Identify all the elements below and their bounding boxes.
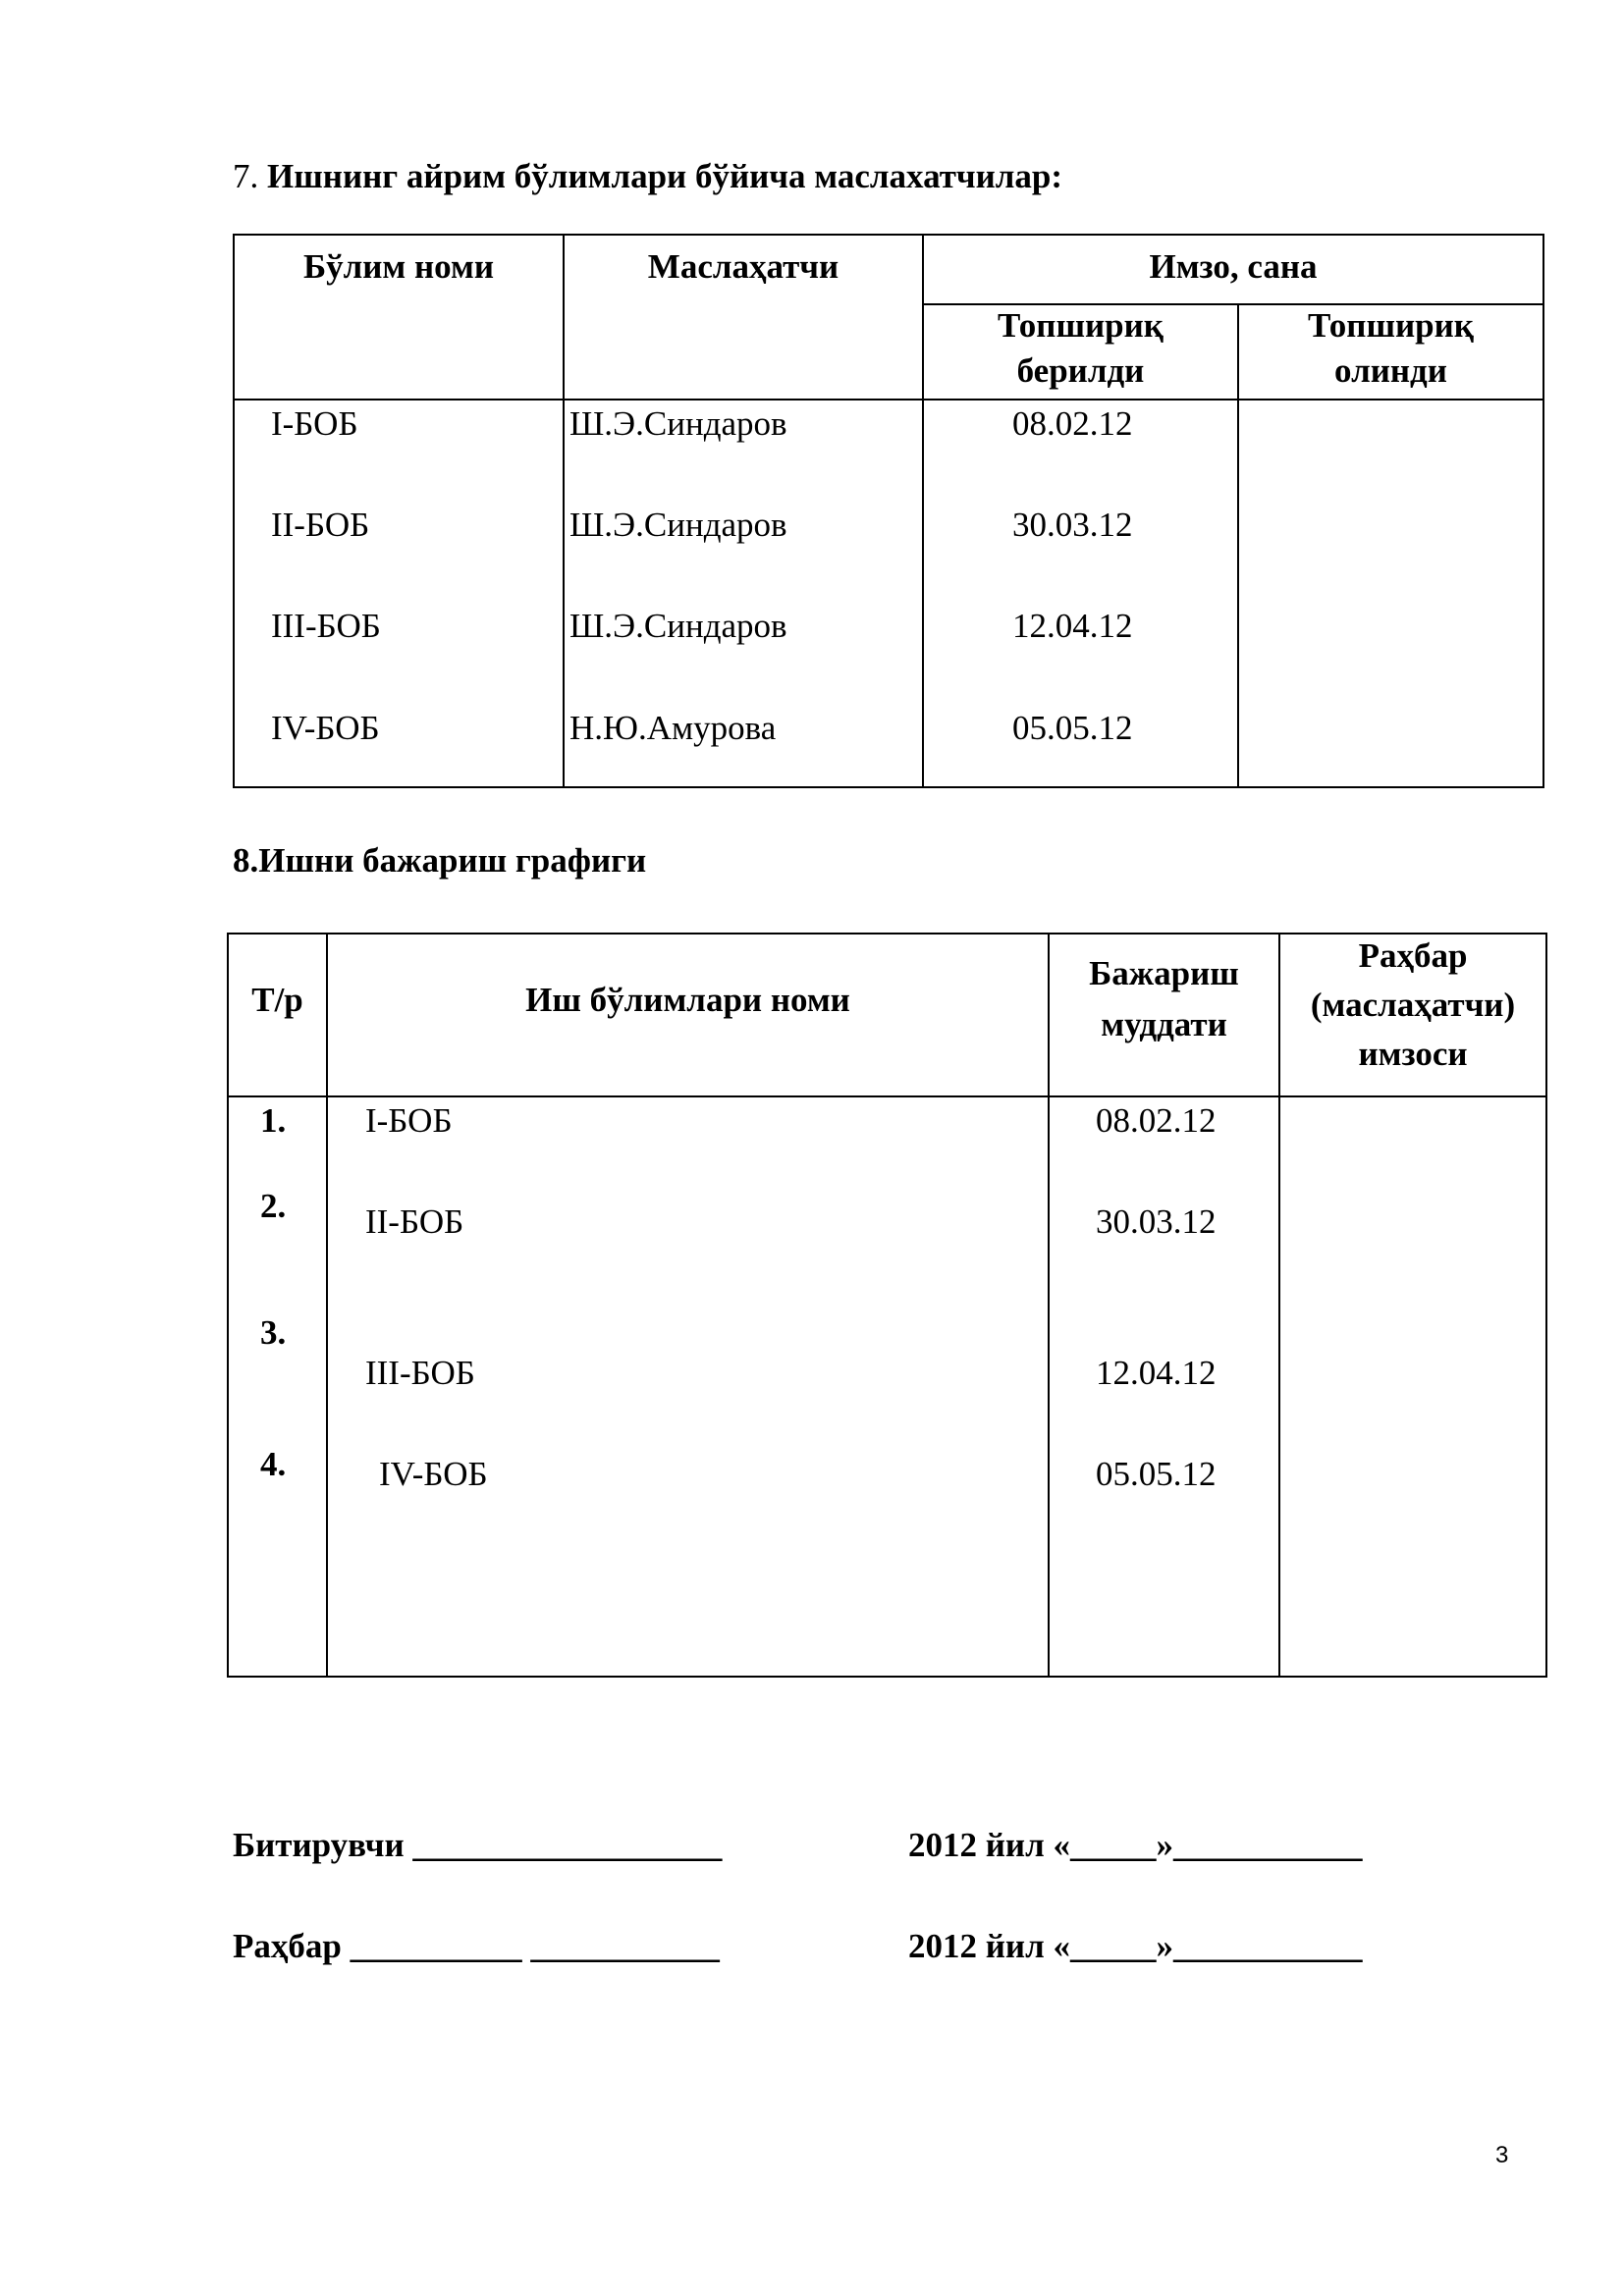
- table2-row2-deadline: 30.03.12: [1096, 1202, 1217, 1241]
- table2-right-border: [1545, 933, 1547, 1678]
- table1-row4-given: 05.05.12: [1012, 709, 1133, 747]
- table2-bottom-border: [227, 1676, 1547, 1678]
- table2-row3-number: 3.: [260, 1313, 287, 1352]
- table2-header-section-name: Иш бўлимлари номи: [525, 981, 850, 1019]
- supervisor-signature-line: Раҳбар __________ ___________: [233, 1927, 720, 1965]
- table2-left-border: [227, 933, 229, 1678]
- table2-header-supervisor-signature: Раҳбар (маслаҳатчи) имзоси: [1310, 936, 1516, 1073]
- table1-row2-section: II-БОБ: [271, 506, 370, 544]
- table2-col-divider-1: [326, 933, 328, 1678]
- table2-row4-deadline: 05.05.12: [1096, 1455, 1217, 1493]
- section-7-number: 7.: [233, 157, 259, 195]
- table1-header-received: Топшириқ олинди: [1308, 306, 1474, 390]
- table1-row3-given: 12.04.12: [1012, 607, 1133, 645]
- table2-row1-name: I-БОБ: [365, 1101, 453, 1140]
- table1-row2-given: 30.03.12: [1012, 506, 1133, 544]
- supervisor-date-line: 2012 йил «_____»___________: [908, 1927, 1363, 1965]
- section-7-title: Ишнинг айрим бўлимлари бўйича маслахатчилар:: [267, 157, 1063, 195]
- table2-row4-name: IV-БОБ: [379, 1455, 488, 1493]
- table1-row1-consultant: Ш.Э.Синдаров: [569, 404, 787, 443]
- table1-row4-section: IV-БОБ: [271, 709, 380, 747]
- graduate-date-line: 2012 йил «_____»___________: [908, 1826, 1363, 1864]
- table2-header-bottom: [227, 1095, 1547, 1097]
- table1-row4-consultant: Н.Ю.Амурова: [569, 709, 777, 747]
- table2-row3-deadline: 12.04.12: [1096, 1354, 1217, 1392]
- table1-row1-section: I-БОБ: [271, 404, 358, 443]
- table1-header-signature-date: Имзо, сана: [1149, 247, 1318, 286]
- table1-header-consultant: Маслаҳатчи: [647, 247, 839, 286]
- table2-row2-number: 2.: [260, 1187, 287, 1225]
- table1-header-section: Бўлим номи: [302, 247, 495, 286]
- table1-row1-given: 08.02.12: [1012, 404, 1133, 443]
- section-8-heading: 8.Ишни бажариш графиги: [233, 841, 647, 880]
- table2-header-deadline: Бажариш муддати: [1089, 954, 1239, 1043]
- table2-row2-name: II-БОБ: [365, 1202, 464, 1241]
- table2-row3-name: III-БОБ: [365, 1354, 475, 1392]
- table1-row2-consultant: Ш.Э.Синдаров: [569, 506, 787, 544]
- table2-row1-deadline: 08.02.12: [1096, 1101, 1217, 1140]
- page-number: 3: [1495, 2142, 1509, 2168]
- table1-row3-section: III-БОБ: [271, 607, 381, 645]
- graduate-signature-line: Битирувчи __________________: [233, 1826, 723, 1864]
- table2-header-number: Т/р: [251, 981, 303, 1019]
- table2-row4-number: 4.: [260, 1445, 287, 1483]
- table1-row3-consultant: Ш.Э.Синдаров: [569, 607, 787, 645]
- table1-header-given: Топшириқ берилди: [998, 306, 1164, 390]
- table2-row1-number: 1.: [260, 1101, 287, 1140]
